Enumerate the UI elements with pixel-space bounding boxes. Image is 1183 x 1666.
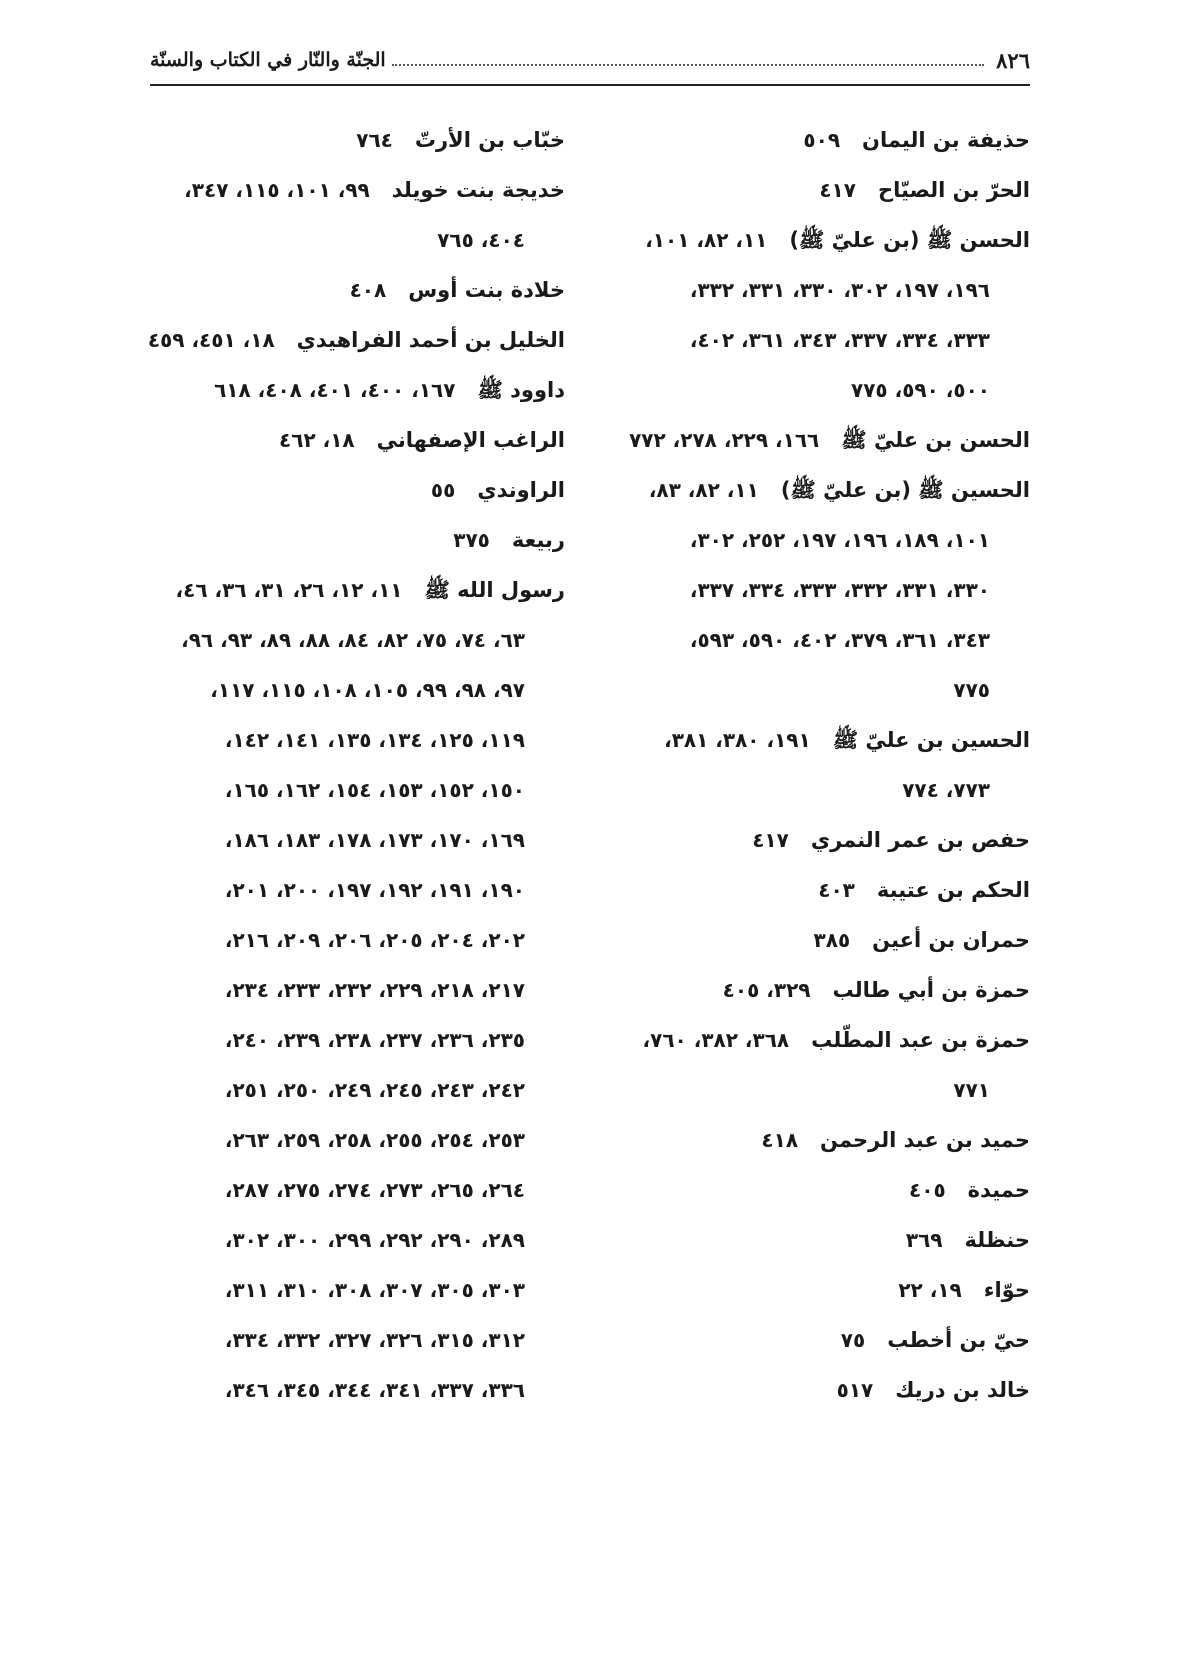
index-entry-line [585, 815, 1030, 865]
index-entry-pages: ٣٢٩، ٤٠٥ [722, 978, 811, 1002]
index-entry-name: حوّاء [983, 1278, 1030, 1302]
page-header [150, 40, 1030, 80]
index-entry-continuation [120, 1265, 565, 1315]
index-entry-pages: ١١، ١٢، ٢٦، ٣١، ٣٦، ٤٦، [175, 578, 403, 602]
index-entry-continuation [120, 715, 565, 765]
index-entry-pages: ٧٥ [840, 1328, 866, 1352]
index-entry-pages: ٣٧٥ [453, 528, 490, 552]
index-entry-pages: ٣٣٠، ٣٣١، ٣٣٢، ٣٣٣، ٣٣٤، ٣٣٧، [689, 578, 990, 602]
index-entry [585, 115, 1030, 165]
index-entry-continuation [585, 615, 1030, 665]
index-entry-pages: ٤١٧ [752, 828, 789, 852]
index-entry-continuation [120, 915, 565, 965]
leader-dots [392, 64, 985, 66]
index-entry-line [585, 965, 1030, 1015]
index-entry [585, 915, 1030, 965]
index-entry-name: ربيعة [511, 528, 565, 552]
index-entry [585, 1265, 1030, 1315]
index-entry-line [585, 1015, 1030, 1065]
index-entry-pages: ٧٧٣، ٧٧٤ [902, 778, 990, 802]
index-entry-name: حميد بن عبد الرحمن [820, 1128, 1030, 1152]
index-entry-pages: ٢٣٥، ٢٣٦، ٢٣٧، ٢٣٨، ٢٣٩، ٢٤٠، [224, 1028, 525, 1052]
index-entry-line [585, 915, 1030, 965]
index-entry-pages: ٣٦٨، ٣٨٢، ٧٦٠، [642, 1028, 790, 1052]
index-column-right [585, 115, 1030, 1445]
header-rule [150, 84, 1030, 86]
index-entry-name: خبّاب بن الأرتّ [414, 128, 565, 152]
index-entry-name: حمزة بن أبي طالب [832, 978, 1030, 1002]
index-entry-continuation [120, 1065, 565, 1115]
index-entry [585, 965, 1030, 1015]
index-entry-pages: ٢٤٢، ٢٤٣، ٢٤٥، ٢٤٩، ٢٥٠، ٢٥١، [224, 1078, 525, 1102]
index-entry-pages: ٢٨٩، ٢٩٠، ٢٩٢، ٢٩٩، ٣٠٠، ٣٠٢، [224, 1228, 525, 1252]
index-entry-name: الراوندي [477, 478, 565, 502]
index-entry-pages: ٢٦٤، ٢٦٥، ٢٧٣، ٢٧٤، ٢٧٥، ٢٨٧، [224, 1178, 525, 1202]
index-entry-continuation [120, 215, 565, 265]
index-entry-continuation [120, 1115, 565, 1165]
index-entry-pages: ٩٩، ١٠١، ١١٥، ٣٤٧، [184, 178, 370, 202]
index-entry-pages: ٩٧، ٩٨، ٩٩، ١٠٥، ١٠٨، ١١٥، ١١٧، [210, 678, 525, 702]
index-entry [120, 515, 565, 565]
index-entry-line [585, 465, 1030, 515]
index-entry-pages: ٣٨٥ [813, 928, 851, 952]
index-entry-line [585, 1315, 1030, 1365]
index-entry-name: الحرّ بن الصيّاح [877, 178, 1030, 202]
index-entry [585, 1115, 1030, 1165]
index-entry-pages: ٢١٧، ٢١٨، ٢٢٩، ٢٣٢، ٢٣٣، ٢٣٤، [224, 978, 525, 1002]
index-entry-line [585, 215, 1030, 265]
index-entry-continuation [585, 265, 1030, 315]
index-entry-line [120, 315, 565, 365]
index-entry-continuation [120, 865, 565, 915]
index-entry-pages: ٣٣٦، ٣٣٧، ٣٤١، ٣٤٤، ٣٤٥، ٣٤٦، [224, 1378, 525, 1402]
index-entry-continuation [585, 765, 1030, 815]
index-entry-continuation [585, 565, 1030, 615]
index-entry-line [585, 1165, 1030, 1215]
index-entry-pages: ١١، ٨٢، ٨٣، [648, 478, 759, 502]
index-entry-pages: ٣١٢، ٣١٥، ٣٢٦، ٣٢٧، ٣٣٢، ٣٣٤، [224, 1328, 525, 1352]
index-entry-pages: ١٨، ٤٦٢ [279, 428, 355, 452]
index-entry-continuation [120, 1215, 565, 1265]
index-entry-pages: ٢٠٢، ٢٠٤، ٢٠٥، ٢٠٦، ٢٠٩، ٢١٦، [224, 928, 525, 952]
index-entry-name: خديجة بنت خويلد [391, 178, 565, 202]
index-entry-name: الراغب الإصفهاني [376, 428, 565, 452]
index-entry-pages: ٥٥ [430, 478, 456, 502]
index-entry-pages: ٧٦٤ [356, 128, 393, 152]
index-entry-pages: ١٨، ٤٥١، ٤٥٩ [147, 328, 275, 352]
index-entry-name: حمران بن أعين [872, 928, 1030, 952]
index-entry-pages: ١٠١، ١٨٩، ١٩٦، ١٩٧، ٢٥٢، ٣٠٢، [689, 528, 990, 552]
index-entry-continuation [120, 1365, 565, 1415]
index-entry-continuation [120, 815, 565, 865]
index-entry [585, 1315, 1030, 1365]
index-entry-name: الخليل بن أحمد الفراهيدي [296, 328, 565, 352]
index-entry [585, 1215, 1030, 1265]
index-entry-name: الحسن ﷺ (بن عليّ ﷺ) [789, 228, 1030, 252]
index-entry-line [585, 715, 1030, 765]
index-entry-pages: ٧٧١ [953, 1078, 990, 1102]
index-entry-line [120, 465, 565, 515]
index-entry-pages: ٤١٨ [761, 1128, 799, 1152]
index-entry-pages: ١٦٩، ١٧٠، ١٧٣، ١٧٨، ١٨٣، ١٨٦، [224, 828, 525, 852]
index-entry-continuation [120, 1015, 565, 1065]
index-entry [585, 1165, 1030, 1215]
index-entry-continuation [120, 665, 565, 715]
index-entry-name: الحسين ﷺ (بن عليّ ﷺ) [780, 478, 1030, 502]
index-entry-pages: ١١٩، ١٢٥، ١٣٤، ١٣٥، ١٤١، ١٤٢، [224, 728, 525, 752]
index-entry-pages: ٤٠٣ [818, 878, 855, 902]
index-entry [585, 815, 1030, 865]
index-entry-continuation [120, 765, 565, 815]
index-entry-name: حنظلة [964, 1228, 1030, 1252]
index-entry-line [585, 115, 1030, 165]
index-entry-line [120, 115, 565, 165]
index-entry-line [120, 565, 565, 615]
index-entry-pages: ٥٠٠، ٥٩٠، ٧٧٥ [851, 378, 990, 402]
index-entry-line [585, 1215, 1030, 1265]
index-entry-pages: ١٩٠، ١٩١، ١٩٢، ١٩٧، ٢٠٠، ٢٠١، [224, 878, 525, 902]
index-entry [120, 115, 565, 165]
index-entry-continuation [120, 965, 565, 1015]
index-entry-continuation [585, 315, 1030, 365]
index-entry [585, 1015, 1030, 1115]
running-title: الجنّة والنّار في الكتاب والسنّة [150, 49, 386, 71]
index-entry [120, 565, 565, 1415]
index-entry-name: حيّ بن أخطب [887, 1328, 1030, 1352]
index-entry [585, 165, 1030, 215]
index-entry-continuation [120, 1165, 565, 1215]
index-entry-name: الحسين بن عليّ ﷺ [832, 728, 1030, 752]
index-entry-pages: ٥١٧ [836, 1378, 874, 1402]
index-entry-continuation [585, 1065, 1030, 1115]
index-entry-line [585, 1265, 1030, 1315]
index-entry [120, 415, 565, 465]
index-entry-pages: ١٦٦، ٢٢٩، ٢٧٨، ٧٧٢ [629, 428, 820, 452]
index-entry-pages: ٤١٧ [819, 178, 856, 202]
index-entry-line [585, 415, 1030, 465]
index-entry-pages: ٣٣٣، ٣٣٤، ٣٣٧، ٣٤٣، ٣٦١، ٤٠٢، [689, 328, 990, 352]
index-entry-name: داوود ﷺ [477, 378, 565, 402]
index-entry-name: خلادة بنت أوس [408, 278, 565, 302]
index-entry-pages: ٦٣، ٧٤، ٧٥، ٨٢، ٨٤، ٨٨، ٨٩، ٩٣، ٩٦، [181, 628, 525, 652]
index-entry [585, 215, 1030, 415]
index-entry-line [120, 415, 565, 465]
index-entry-pages: ٣٠٣، ٣٠٥، ٣٠٧، ٣٠٨، ٣١٠، ٣١١، [224, 1278, 525, 1302]
index-entry-continuation [585, 515, 1030, 565]
index-entry-name: حفص بن عمر النمري [810, 828, 1030, 852]
index-entry-continuation [585, 665, 1030, 715]
index-entry-pages: ٤٠٥ [909, 1178, 946, 1202]
index-entry-pages: ٣٤٣، ٣٦١، ٣٧٩، ٤٠٢، ٥٩٠، ٥٩٣، [689, 628, 990, 652]
index-entry-pages: ١٩١، ٣٨٠، ٣٨١، [664, 728, 811, 752]
index-entry-pages: ١٩٦، ١٩٧، ٣٠٢، ٣٣٠، ٣٣١، ٣٣٢، [689, 278, 990, 302]
index-entry-pages: ١٩، ٢٢ [898, 1278, 962, 1302]
index-entry-pages: ٤٠٤، ٧٦٥ [437, 228, 525, 252]
index-entry-name: الحسن بن عليّ ﷺ [841, 428, 1030, 452]
index-entry [585, 865, 1030, 915]
index-entry [585, 715, 1030, 815]
index-entry-line [120, 365, 565, 415]
index-entry-line [585, 165, 1030, 215]
index-entry-continuation [120, 1315, 565, 1365]
index-entry-name: الحكم بن عتيبة [876, 878, 1030, 902]
index-column-left [120, 115, 565, 1445]
index-entry [120, 165, 565, 265]
index-entry-continuation [120, 615, 565, 665]
index-entry-name: حذيفة بن اليمان [862, 128, 1030, 152]
index-entry-pages: ٣٦٩ [905, 1228, 943, 1252]
index-entry-line [120, 515, 565, 565]
index-entry-pages: ١٦٧، ٤٠٠، ٤٠١، ٤٠٨، ٦١٨ [214, 378, 456, 402]
index-entry [120, 365, 565, 415]
index-entry-line [120, 265, 565, 315]
page-number: ٨٢٦ [996, 47, 1030, 73]
index-entry-pages: ١١، ٨٢، ١٠١، [645, 228, 768, 252]
index-entry-line [585, 865, 1030, 915]
index-entry-name: حمزة بن عبد المطّلب [811, 1028, 1030, 1052]
index-entry [585, 465, 1030, 715]
index-entry [585, 415, 1030, 465]
index-entry-name: خالد بن دريك [895, 1378, 1030, 1402]
index-entry-pages: ٢٥٣، ٢٥٤، ٢٥٥، ٢٥٨، ٢٥٩، ٢٦٣، [224, 1128, 525, 1152]
index-entry-continuation [585, 365, 1030, 415]
index-entry [120, 265, 565, 315]
index-entry-name: رسول الله ﷺ [424, 578, 565, 602]
index-entry [120, 465, 565, 515]
index-entry-pages: ٥٠٩ [803, 128, 841, 152]
index-entry [120, 315, 565, 365]
index-entry-line [120, 165, 565, 215]
index-entry-pages: ٧٧٥ [953, 678, 990, 702]
index-entry-pages: ١٥٠، ١٥٢، ١٥٣، ١٥٤، ١٦٢، ١٦٥، [224, 778, 525, 802]
index-entry-pages: ٤٠٨ [349, 278, 387, 302]
index-entry-line [585, 1115, 1030, 1165]
index-entry-line [585, 1365, 1030, 1415]
index-entry-name: حميدة [967, 1178, 1030, 1202]
index-entry [585, 1365, 1030, 1415]
